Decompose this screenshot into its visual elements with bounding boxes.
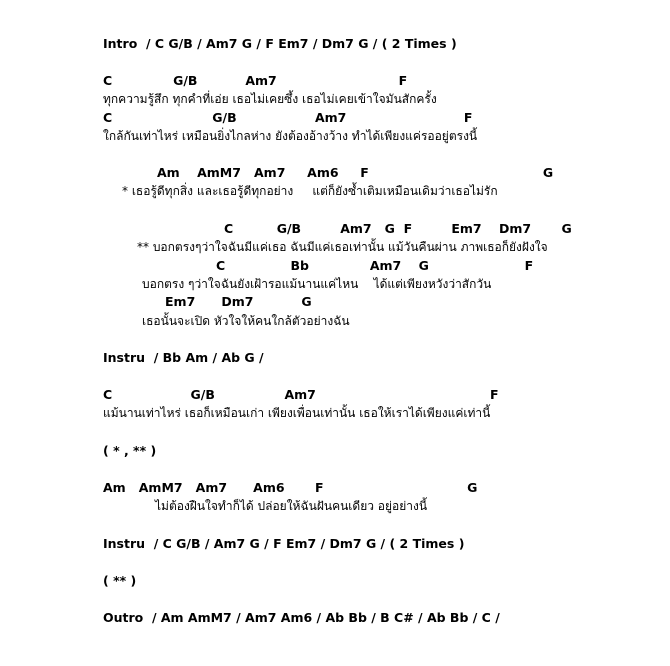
repeat1-line: ( * , ** ): [103, 443, 157, 458]
verse2-chords: C G/B Am7 F: [103, 387, 499, 402]
bridge-lyric: ไม่ต้องฝืนใจทำก็ได้ ปล่อยให้ฉันฝันคนเดียว อยู่อย่างนี้: [155, 499, 428, 513]
instru2-line: Instru / C G/B / Am7 G / F Em7 / Dm7 G / ( 2 Times ): [103, 536, 465, 551]
chorus2-lyric-1: ** บอกตรงๆว่าใจฉันมีแค่เธอ ฉันมีแค่เธอเท่านั้น แม้วันคืนผ่าน ภาพเธอก็ยังฝังใจ: [137, 240, 548, 254]
repeat2-line: ( ** ): [103, 573, 137, 588]
chorus2-chords-2: C Bb Am7 G F: [216, 258, 534, 273]
chorus2-lyric-2: บอกตรง ๆว่าใจฉันยังเฝ้ารอแม้นานแค่ไหน ได้แต่เพียงหวังว่าสักวัน: [142, 277, 492, 291]
bridge-chords: Am AmM7 Am7 Am6 F G: [103, 480, 478, 495]
chorus2-chords-1: C G/B Am7 G F Em7 Dm7 G: [224, 221, 572, 236]
chorus1-chords: Am AmM7 Am7 Am6 F G: [157, 165, 554, 180]
outro-line: Outro / Am AmM7 / Am7 Am6 / Ab Bb / B C# / Ab Bb / C /: [103, 610, 500, 625]
intro-line: Intro / C G/B / Am7 G / F Em7 / Dm7 G / ( 2 Times ): [103, 36, 457, 51]
verse1-chords-1: C G/B Am7 F: [103, 73, 408, 88]
verse1-lyric-2: ใกล้กันเท่าไหร่ เหมือนยิ่งไกลห่าง ยังต้องอ้างว้าง ทำได้เพียงแค่รออยู่ตรงนี้: [103, 129, 478, 143]
verse1-lyric-1: ทุกความรู้สึก ทุกคำที่เอ่ย เธอไม่เคยซึ้ง เธอไม่เคยเข้าใจมันสักครั้ง: [103, 92, 437, 106]
chorus1-lyric: * เธอรู้ดีทุกสิ่ง และเธอรู้ดีทุกอย่าง แต่ก็ยังซ้ำเติมเหมือนเดิมว่าเธอไม่รัก: [122, 184, 498, 198]
chorus2-chords-3: Em7 Dm7 G: [165, 294, 312, 309]
chorus2-lyric-3: เธอนั้นจะเปิด หัวใจให้คนใกล้ตัวอย่างฉัน: [142, 314, 350, 328]
verse2-lyric: แม้นานเท่าไหร่ เธอก็เหมือนเก่า เพียงเพื่อนเท่านั้น เธอให้เราได้เพียงแค่เท่านี้: [103, 406, 491, 420]
verse1-chords-2: C G/B Am7 F: [103, 110, 473, 125]
instru1-line: Instru / Bb Am / Ab G /: [103, 350, 264, 365]
